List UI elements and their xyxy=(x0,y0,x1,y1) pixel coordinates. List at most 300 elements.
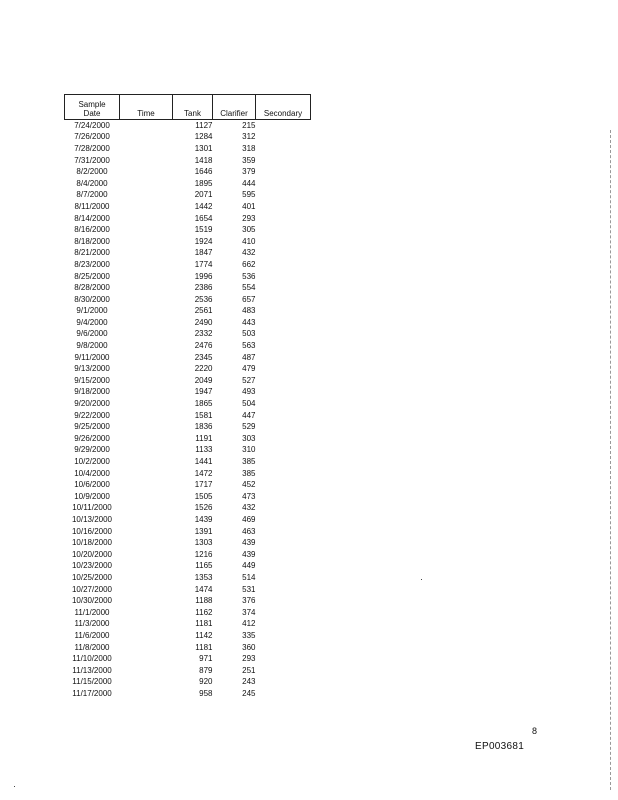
cell-tank: 2386 xyxy=(194,283,213,293)
table-row xyxy=(65,294,311,306)
table-row xyxy=(65,456,311,468)
cell-time xyxy=(120,387,173,399)
cell-secondary xyxy=(256,375,311,387)
cell-time xyxy=(120,630,173,642)
cell-secondary xyxy=(256,421,311,433)
cell-tank: 1442 xyxy=(194,201,213,211)
scan-speck xyxy=(421,579,422,580)
table-row xyxy=(65,224,311,236)
cell-time xyxy=(120,642,173,654)
cell-secondary xyxy=(256,653,311,665)
cell-clarifier: 439 xyxy=(242,549,256,559)
cell-secondary xyxy=(256,445,311,457)
cell-time xyxy=(120,213,173,225)
cell-clarifier: 504 xyxy=(242,399,256,409)
cell-secondary xyxy=(256,306,311,318)
cell-time xyxy=(120,306,173,318)
cell-tank: 1646 xyxy=(194,167,213,177)
cell-tank: 2220 xyxy=(194,364,213,374)
cell-clarifier: 595 xyxy=(242,190,256,200)
cell-time xyxy=(120,665,173,677)
cell-secondary xyxy=(256,456,311,468)
cell-time xyxy=(120,561,173,573)
cell-tank: 1526 xyxy=(194,503,213,513)
cell-sample-date: 8/28/2000 xyxy=(74,283,110,293)
cell-sample-date: 7/24/2000 xyxy=(74,120,110,130)
cell-tank: 2332 xyxy=(194,329,213,339)
cell-time xyxy=(120,595,173,607)
cell-sample-date: 10/16/2000 xyxy=(71,526,113,536)
cell-tank: 1774 xyxy=(194,259,213,269)
cell-clarifier: 410 xyxy=(242,236,256,246)
cell-tank: 1284 xyxy=(194,132,213,142)
table-header-row xyxy=(65,95,311,120)
cell-time xyxy=(120,166,173,178)
cell-tank: 1181 xyxy=(195,619,213,629)
cell-clarifier: 479 xyxy=(242,364,256,374)
cell-tank: 1865 xyxy=(194,399,213,409)
table-row xyxy=(65,445,311,457)
table-row xyxy=(65,526,311,538)
table-row xyxy=(65,688,311,700)
cell-clarifier: 412 xyxy=(242,619,256,629)
cell-clarifier: 443 xyxy=(242,317,256,327)
cell-time xyxy=(120,352,173,364)
table-row xyxy=(65,677,311,689)
cell-time xyxy=(120,294,173,306)
cell-sample-date: 11/3/2000 xyxy=(74,619,110,629)
cell-secondary xyxy=(256,561,311,573)
cell-clarifier: 385 xyxy=(242,457,256,467)
cell-tank: 1301 xyxy=(194,143,213,153)
cell-tank: 1353 xyxy=(194,572,213,582)
cell-tank: 1924 xyxy=(194,236,213,246)
cell-sample-date: 9/4/2000 xyxy=(76,317,108,327)
table-row xyxy=(65,595,311,607)
cell-clarifier: 293 xyxy=(242,213,256,223)
cell-sample-date: 9/1/2000 xyxy=(76,306,108,316)
cell-sample-date: 10/27/2000 xyxy=(71,584,113,594)
cell-sample-date: 8/21/2000 xyxy=(74,248,110,258)
cell-secondary xyxy=(256,630,311,642)
cell-time xyxy=(120,143,173,155)
cell-tank: 1165 xyxy=(195,561,213,571)
cell-clarifier: 536 xyxy=(242,271,256,281)
cell-tank: 1519 xyxy=(194,225,213,235)
cell-tank: 1162 xyxy=(195,607,213,617)
page-number: 8 xyxy=(532,726,538,736)
table-row xyxy=(65,410,311,422)
cell-secondary xyxy=(256,294,311,306)
cell-clarifier: 432 xyxy=(242,248,256,258)
cell-clarifier: 215 xyxy=(242,120,256,130)
table-row xyxy=(65,166,311,178)
cell-secondary xyxy=(256,224,311,236)
cell-tank: 1996 xyxy=(194,271,213,281)
table-row xyxy=(65,642,311,654)
table-row xyxy=(65,375,311,387)
cell-time xyxy=(120,491,173,503)
cell-secondary xyxy=(256,143,311,155)
cell-sample-date: 9/11/2000 xyxy=(74,352,110,362)
cell-time xyxy=(120,248,173,260)
cell-tank: 1142 xyxy=(195,630,213,640)
cell-clarifier: 439 xyxy=(242,538,256,548)
cell-tank: 1474 xyxy=(194,584,213,594)
bates-number: EP003681 xyxy=(475,741,525,752)
table-row xyxy=(65,607,311,619)
cell-sample-date: 7/28/2000 xyxy=(74,143,110,153)
cell-tank: 1581 xyxy=(194,410,213,420)
cell-time xyxy=(120,224,173,236)
cell-sample-date: 9/25/2000 xyxy=(74,422,110,432)
cell-time xyxy=(120,201,173,213)
cell-secondary xyxy=(256,677,311,689)
cell-tank: 1654 xyxy=(194,213,213,223)
header-sample-date-line1: Sample xyxy=(78,100,106,109)
cell-secondary xyxy=(256,271,311,283)
cell-sample-date: 8/2/2000 xyxy=(76,167,108,177)
cell-clarifier: 243 xyxy=(242,677,256,687)
cell-secondary xyxy=(256,549,311,561)
cell-tank: 1717 xyxy=(194,480,213,490)
cell-sample-date: 10/30/2000 xyxy=(71,596,113,606)
cell-clarifier: 376 xyxy=(242,596,256,606)
cell-time xyxy=(120,572,173,584)
cell-sample-date: 9/18/2000 xyxy=(74,387,110,397)
cell-secondary xyxy=(256,584,311,596)
cell-sample-date: 9/8/2000 xyxy=(76,341,108,351)
cell-sample-date: 9/15/2000 xyxy=(74,375,110,385)
table-row xyxy=(65,213,311,225)
cell-clarifier: 452 xyxy=(242,480,256,490)
table-row xyxy=(65,572,311,584)
cell-time xyxy=(120,584,173,596)
cell-secondary xyxy=(256,248,311,260)
cell-sample-date: 11/8/2000 xyxy=(74,642,110,652)
cell-tank: 971 xyxy=(199,654,213,664)
cell-secondary xyxy=(256,619,311,631)
cell-clarifier: 662 xyxy=(242,259,256,269)
cell-time xyxy=(120,190,173,202)
table-row xyxy=(65,619,311,631)
table-row xyxy=(65,201,311,213)
table-row xyxy=(65,387,311,399)
table-row xyxy=(65,259,311,271)
cell-tank: 1303 xyxy=(194,538,213,548)
table-body xyxy=(65,120,311,700)
cell-time xyxy=(120,317,173,329)
cell-secondary xyxy=(256,479,311,491)
cell-sample-date: 10/4/2000 xyxy=(74,468,110,478)
cell-secondary xyxy=(256,398,311,410)
cell-tank: 2345 xyxy=(194,352,213,362)
cell-secondary xyxy=(256,352,311,364)
cell-sample-date: 7/26/2000 xyxy=(74,132,110,142)
sample-data-table xyxy=(64,94,311,700)
table-row xyxy=(65,630,311,642)
cell-clarifier: 493 xyxy=(242,387,256,397)
cell-time xyxy=(120,178,173,190)
cell-sample-date: 9/26/2000 xyxy=(74,433,110,443)
scan-edge-artifact xyxy=(610,130,612,790)
table-row xyxy=(65,132,311,144)
cell-sample-date: 8/7/2000 xyxy=(76,190,108,200)
cell-time xyxy=(120,677,173,689)
cell-sample-date: 10/11/2000 xyxy=(72,503,112,513)
cell-sample-date: 8/11/2000 xyxy=(74,201,110,211)
cell-secondary xyxy=(256,572,311,584)
cell-sample-date: 10/9/2000 xyxy=(74,491,110,501)
cell-secondary xyxy=(256,537,311,549)
cell-clarifier: 335 xyxy=(242,630,256,640)
cell-time xyxy=(120,503,173,515)
table-row xyxy=(65,236,311,248)
cell-secondary xyxy=(256,514,311,526)
cell-clarifier: 529 xyxy=(242,422,256,432)
table-row xyxy=(65,653,311,665)
cell-secondary xyxy=(256,491,311,503)
cell-secondary xyxy=(256,688,311,700)
cell-clarifier: 444 xyxy=(242,178,256,188)
cell-secondary xyxy=(256,317,311,329)
cell-time xyxy=(120,514,173,526)
table-row xyxy=(65,329,311,341)
cell-clarifier: 293 xyxy=(242,654,256,664)
cell-tank: 1216 xyxy=(194,549,213,559)
cell-sample-date: 8/16/2000 xyxy=(74,225,110,235)
cell-sample-date: 9/20/2000 xyxy=(74,399,110,409)
cell-clarifier: 463 xyxy=(242,526,256,536)
cell-secondary xyxy=(256,387,311,399)
cell-secondary xyxy=(256,132,311,144)
table-row xyxy=(65,491,311,503)
cell-sample-date: 9/6/2000 xyxy=(76,329,108,339)
table-row xyxy=(65,248,311,260)
cell-secondary xyxy=(256,526,311,538)
cell-time xyxy=(120,271,173,283)
cell-sample-date: 11/13/2000 xyxy=(72,665,112,675)
cell-clarifier: 554 xyxy=(242,283,256,293)
table-row xyxy=(65,363,311,375)
cell-tank: 879 xyxy=(199,665,213,675)
cell-sample-date: 10/2/2000 xyxy=(74,457,110,467)
cell-tank: 2476 xyxy=(194,341,213,351)
cell-clarifier: 447 xyxy=(242,410,256,420)
cell-tank: 1895 xyxy=(194,178,213,188)
cell-time xyxy=(120,329,173,341)
table-row xyxy=(65,468,311,480)
cell-secondary xyxy=(256,642,311,654)
cell-time xyxy=(120,433,173,445)
table-row xyxy=(65,421,311,433)
cell-clarifier: 473 xyxy=(242,491,256,501)
table-row xyxy=(65,271,311,283)
cell-time xyxy=(120,375,173,387)
cell-time xyxy=(120,421,173,433)
cell-secondary xyxy=(256,259,311,271)
table-row xyxy=(65,479,311,491)
cell-time xyxy=(120,479,173,491)
cell-secondary xyxy=(256,503,311,515)
cell-sample-date: 8/18/2000 xyxy=(74,236,110,246)
table-row xyxy=(65,665,311,677)
cell-secondary xyxy=(256,201,311,213)
cell-secondary xyxy=(256,329,311,341)
cell-sample-date: 11/6/2000 xyxy=(74,630,110,640)
cell-clarifier: 432 xyxy=(242,503,256,513)
cell-time xyxy=(120,445,173,457)
cell-sample-date: 11/1/2000 xyxy=(74,607,110,617)
table-row xyxy=(65,584,311,596)
cell-clarifier: 514 xyxy=(242,572,256,582)
cell-clarifier: 449 xyxy=(242,561,256,571)
cell-tank: 1181 xyxy=(195,642,213,652)
cell-time xyxy=(120,259,173,271)
cell-secondary xyxy=(256,363,311,375)
table-row xyxy=(65,503,311,515)
cell-time xyxy=(120,340,173,352)
cell-secondary xyxy=(256,410,311,422)
table-row xyxy=(65,537,311,549)
cell-tank: 1391 xyxy=(194,526,213,536)
cell-tank: 1418 xyxy=(194,155,213,165)
cell-time xyxy=(120,526,173,538)
cell-secondary xyxy=(256,178,311,190)
table-row xyxy=(65,143,311,155)
cell-sample-date: 10/25/2000 xyxy=(71,572,113,582)
cell-secondary xyxy=(256,433,311,445)
cell-time xyxy=(120,120,173,132)
scan-speck xyxy=(14,786,15,787)
cell-sample-date: 8/23/2000 xyxy=(74,259,110,269)
cell-tank: 1191 xyxy=(195,433,213,443)
cell-time xyxy=(120,456,173,468)
cell-tank: 1847 xyxy=(194,248,213,258)
header-tank: Tank xyxy=(173,95,213,120)
cell-time xyxy=(120,398,173,410)
table-row xyxy=(65,561,311,573)
cell-secondary xyxy=(256,340,311,352)
header-sample-date-line2: Date xyxy=(83,109,101,118)
cell-clarifier: 531 xyxy=(242,584,256,594)
table-row xyxy=(65,282,311,294)
cell-clarifier: 483 xyxy=(242,306,256,316)
cell-tank: 1472 xyxy=(194,468,213,478)
cell-tank: 1133 xyxy=(195,445,213,455)
cell-clarifier: 305 xyxy=(242,225,256,235)
cell-tank: 2561 xyxy=(194,306,213,316)
cell-time xyxy=(120,282,173,294)
table-row xyxy=(65,433,311,445)
table-row xyxy=(65,340,311,352)
cell-clarifier: 503 xyxy=(242,329,256,339)
cell-sample-date: 8/25/2000 xyxy=(74,271,110,281)
cell-clarifier: 379 xyxy=(242,167,256,177)
cell-time xyxy=(120,607,173,619)
cell-sample-date: 8/30/2000 xyxy=(74,294,110,304)
header-sample-date xyxy=(65,95,120,120)
cell-clarifier: 401 xyxy=(242,201,256,211)
header-clarifier: Clarifier xyxy=(213,95,256,120)
cell-tank: 1947 xyxy=(194,387,213,397)
cell-secondary xyxy=(256,155,311,167)
cell-secondary xyxy=(256,665,311,677)
cell-time xyxy=(120,410,173,422)
cell-time xyxy=(120,363,173,375)
cell-clarifier: 487 xyxy=(242,352,256,362)
cell-secondary xyxy=(256,236,311,248)
cell-secondary xyxy=(256,282,311,294)
cell-time xyxy=(120,468,173,480)
cell-tank: 1188 xyxy=(195,596,213,606)
cell-sample-date: 11/17/2000 xyxy=(72,688,112,698)
cell-time xyxy=(120,236,173,248)
cell-clarifier: 385 xyxy=(242,468,256,478)
cell-tank: 958 xyxy=(199,688,213,698)
cell-secondary xyxy=(256,166,311,178)
cell-clarifier: 563 xyxy=(242,341,256,351)
cell-tank: 2071 xyxy=(194,190,213,200)
cell-sample-date: 10/20/2000 xyxy=(71,549,113,559)
cell-clarifier: 310 xyxy=(242,445,256,455)
cell-time xyxy=(120,688,173,700)
header-time: Time xyxy=(120,95,173,120)
cell-clarifier: 657 xyxy=(242,294,256,304)
cell-sample-date: 10/13/2000 xyxy=(71,514,113,524)
cell-tank: 1127 xyxy=(195,120,213,130)
table-row xyxy=(65,155,311,167)
table-row xyxy=(65,120,311,132)
cell-tank: 1439 xyxy=(194,514,213,524)
table-row xyxy=(65,306,311,318)
cell-tank: 2536 xyxy=(194,294,213,304)
cell-sample-date: 10/18/2000 xyxy=(71,538,113,548)
cell-clarifier: 359 xyxy=(242,155,256,165)
cell-tank: 1441 xyxy=(194,457,213,467)
cell-clarifier: 303 xyxy=(242,433,256,443)
cell-tank: 1836 xyxy=(194,422,213,432)
cell-time xyxy=(120,537,173,549)
cell-tank: 2049 xyxy=(194,375,213,385)
cell-time xyxy=(120,619,173,631)
table-row xyxy=(65,317,311,329)
cell-sample-date: 11/10/2000 xyxy=(72,654,112,664)
table-row xyxy=(65,190,311,202)
cell-secondary xyxy=(256,607,311,619)
table-row xyxy=(65,178,311,190)
cell-secondary xyxy=(256,190,311,202)
cell-sample-date: 9/22/2000 xyxy=(74,410,110,420)
cell-sample-date: 8/14/2000 xyxy=(74,213,110,223)
cell-tank: 1505 xyxy=(194,491,213,501)
cell-clarifier: 469 xyxy=(242,514,256,524)
cell-tank: 2490 xyxy=(194,317,213,327)
cell-clarifier: 312 xyxy=(242,132,256,142)
cell-clarifier: 360 xyxy=(242,642,256,652)
cell-time xyxy=(120,653,173,665)
cell-tank: 920 xyxy=(199,677,213,687)
cell-clarifier: 318 xyxy=(242,143,256,153)
table-row xyxy=(65,549,311,561)
table-row xyxy=(65,514,311,526)
cell-clarifier: 527 xyxy=(242,375,256,385)
cell-sample-date: 8/4/2000 xyxy=(76,178,108,188)
cell-sample-date: 9/13/2000 xyxy=(74,364,110,374)
cell-time xyxy=(120,549,173,561)
cell-time xyxy=(120,132,173,144)
cell-clarifier: 251 xyxy=(242,665,256,675)
